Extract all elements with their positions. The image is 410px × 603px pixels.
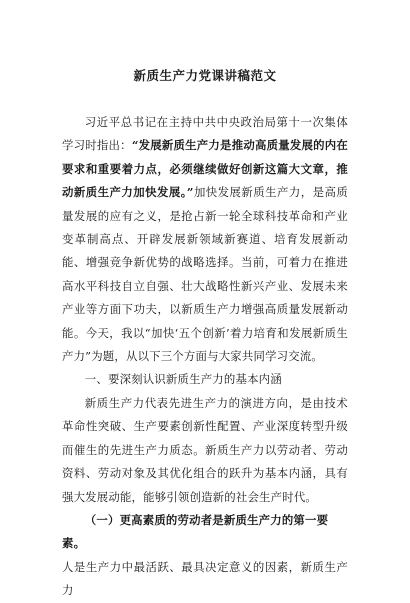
intro-paragraph <box>62 111 348 368</box>
quote-text: “发展新质生产力是推动高质量发展的内在要求和重要着力点，必须继续做好创新这篇大文章，推动新质生产力加快发展。” <box>62 138 348 200</box>
intro-text: 习近平总书记在主持中共中央政治局第十一次集体学习时指出： <box>62 115 348 153</box>
subsection-heading-1: （一）更高素质的劳动者是新质生产力的第一要素。 <box>62 512 329 551</box>
section-heading-1: 一、要深刻认识新质生产力的基本内涵 <box>84 372 282 387</box>
subsection-1-paragraph: 人是生产力中最活跃、最具决定意义的因素，新质生产力 <box>62 559 348 598</box>
intro-rest-text: 加快发展新质生产力，是高质量发展的应有之义，是抢占新一轮全球科技革命和产业变革制高点、开辟发展新领域新赛道、培育发展新动能、增强竞争新优势的战略选择。当前，可着力在推进高水平科技自立自强、壮大战略性新兴产业、发展未来产业等方面下功夫，以新质生产力增强高质量发展新动能。今天，我以“加快‘五个创新’着力培育和发展新质生产力”为题，从以下三个方面与大家共同学习交流。 <box>62 185 348 364</box>
document-title: 新质生产力党课讲稿范文 <box>133 68 277 83</box>
section-1-paragraph: 新质生产力代表先进生产力的演进方向，是由技术革命性突破、生产要素创新性配置、产业深度转型升级而催生的先进生产力质态。新质生产力以劳动者、劳动资料、劳动对象及其优化组合的跃升为基本内涵，具有强大发展动能，能够引领创造新的社会生产时代。 <box>62 395 348 504</box>
